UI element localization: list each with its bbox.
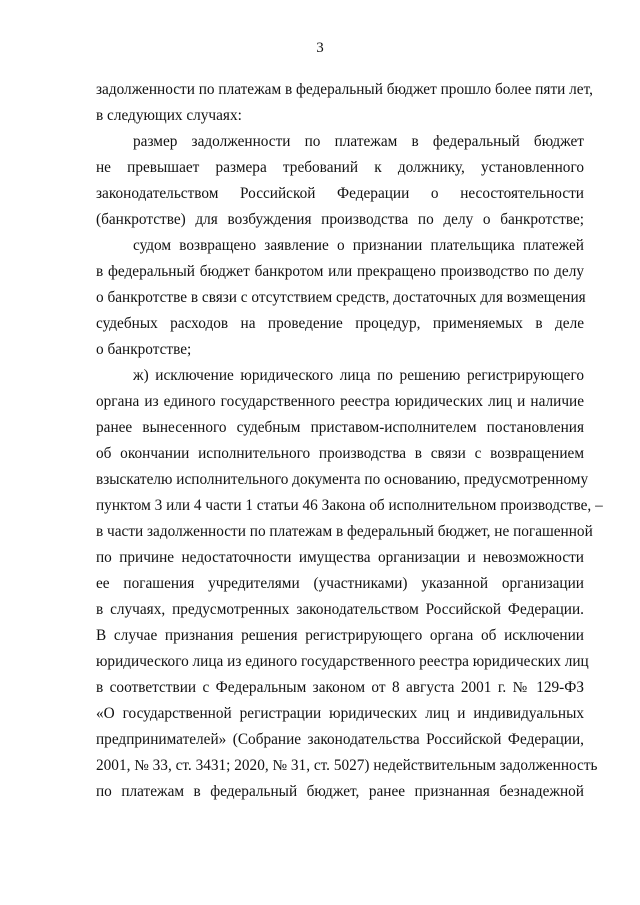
text-line: 2001, № 33, ст. 3431; 2020, № 31, ст. 5027) недействительным задолженность — [96, 757, 598, 774]
text-line: юридического лица из единого государственного реестра юридических лиц — [96, 653, 589, 670]
text-line: законодательством Российской Федерации о несостоятельности — [96, 185, 584, 202]
text-line: по платежам в федеральный бюджет, ранее признанная безнадежной — [96, 783, 584, 800]
text-line: пунктом 3 или 4 части 1 статьи 46 Закона об исполнительном производстве, – — [96, 497, 603, 514]
text-line: ранее вынесенного судебным приставом-исполнителем постановления — [96, 419, 584, 436]
text-line: размер задолженности по платежам в федеральный бюджет — [133, 133, 584, 150]
text-line: в случаях, предусмотренных законодательством Российской Федерации. — [96, 601, 584, 618]
text-line: об окончании исполнительного производства в связи с возвращением — [96, 445, 584, 462]
text-line: в соответствии с Федеральным законом от 8 августа 2001 г. № 129-ФЗ — [96, 679, 584, 696]
text-line: судом возвращено заявление о признании плательщика платежей — [133, 237, 584, 254]
text-line: ее погашения учредителями (участниками) указанной организации — [96, 575, 584, 592]
text-line: в федеральный бюджет банкротом или прекращено производство по делу — [96, 263, 584, 280]
text-line: не превышает размера требований к должнику, установленного — [96, 159, 584, 176]
text-line: (банкротстве) для возбуждения производства по делу о банкротстве; — [96, 211, 584, 228]
text-line: задолженности по платежам в федеральный бюджет прошло более пяти лет, — [96, 81, 593, 98]
text-line: о банкротстве; — [96, 341, 192, 358]
text-line: в следующих случаях: — [96, 107, 242, 124]
text-line: в части задолженности по платежам в федеральный бюджет, не погашенной — [96, 523, 593, 540]
text-line: органа из единого государственного реестра юридических лиц и наличие — [96, 393, 584, 410]
text-line: ж) исключение юридического лица по решению регистрирующего — [133, 367, 584, 384]
text-line: В случае признания решения регистрирующего органа об исключении — [96, 627, 584, 644]
text-line: предпринимателей» (Собрание законодательства Российской Федерации, — [96, 731, 584, 748]
text-line: судебных расходов на проведение процедур, применяемых в деле — [96, 315, 584, 332]
text-line: взыскателю исполнительного документа по основанию, предусмотренному — [96, 471, 589, 488]
text-line: по причине недостаточности имущества организации и невозможности — [96, 549, 584, 566]
text-line: «О государственной регистрации юридических лиц и индивидуальных — [96, 705, 584, 722]
text-line: о банкротстве в связи с отсутствием средств, достаточных для возмещения — [96, 289, 586, 306]
page-number: 3 — [316, 40, 324, 56]
